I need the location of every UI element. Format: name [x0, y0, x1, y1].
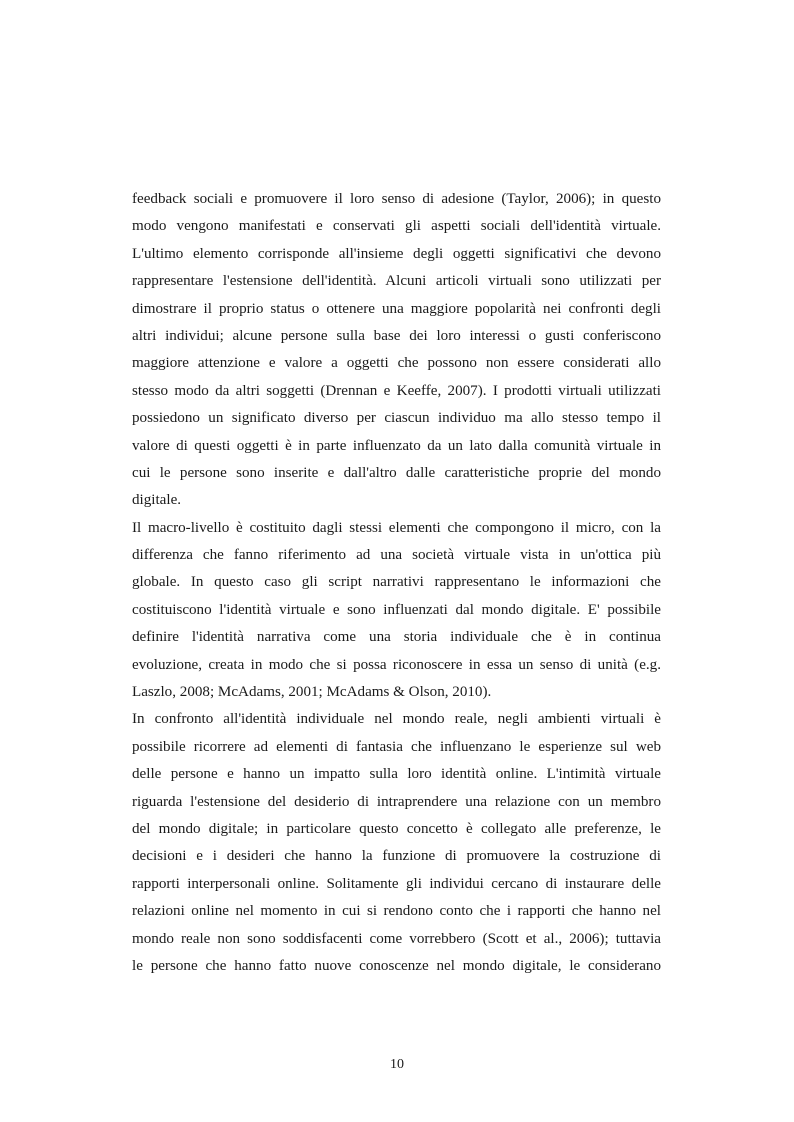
text-line: possibile ricorrere ad elementi di fantasia che influenzano le esperienze sul web — [132, 738, 661, 755]
text-line: relazioni online nel momento in cui si rendono conto che i rapporti che hanno nel — [132, 903, 661, 920]
text-line: globale. In questo caso gli script narrativi rappresentano le informazioni che — [132, 574, 661, 591]
text-line: le persone che hanno fatto nuove conoscenze nel mondo digitale, le considerano — [132, 957, 661, 974]
text-line-paragraph-end: digitale. — [132, 492, 182, 509]
text-line: L'ultimo elemento corrisponde all'insieme degli oggetti significativi che devono — [132, 245, 661, 262]
text-line: rapporti interpersonali online. Solitamente gli individui cercano di instaurare delle — [132, 875, 661, 892]
text-line: In confronto all'identità individuale nel mondo reale, negli ambienti virtuali è — [132, 711, 661, 728]
text-line: del mondo digitale; in particolare questo concetto è collegato alle preferenze, le — [132, 820, 661, 837]
text-line: rappresentare l'estensione dell'identità. Alcuni articoli virtuali sono utilizzati per — [132, 273, 661, 290]
text-line: dimostrare il proprio status o ottenere una maggiore popolarità nei confronti degli — [132, 300, 661, 317]
text-line: mondo reale non sono soddisfacenti come vorrebbero (Scott et al., 2006); tuttavia — [132, 930, 661, 947]
text-line: valore di questi oggetti è in parte influenzato da un lato dalla comunità virtuale in — [132, 437, 661, 454]
text-line: delle persone e hanno un impatto sulla loro identità online. L'intimità virtuale — [132, 766, 661, 783]
text-line: costituiscono l'identità virtuale e sono influenzati dal mondo digitale. E' possibile — [132, 601, 661, 618]
text-line: Il macro-livello è costituito dagli stessi elementi che compongono il micro, con la — [132, 519, 661, 536]
body-text — [132, 186, 661, 980]
text-line: decisioni e i desideri che hanno la funzione di promuovere la costruzione di — [132, 848, 661, 865]
text-line: altri individui; alcune persone sulla base dei loro interessi o gusti conferiscono — [132, 327, 661, 344]
text-line: definire l'identità narrativa come una storia individuale che è in continua — [132, 629, 661, 646]
text-line: possiedono un significato diverso per ciascun individuo ma allo stesso tempo il — [132, 410, 661, 427]
text-line: modo vengono manifestati e conservati gli aspetti sociali dell'identità virtuale. — [132, 218, 661, 235]
text-line: feedback sociali e promuovere il loro senso di adesione (Taylor, 2006); in questo — [132, 191, 661, 207]
text-line: differenza che fanno riferimento ad una società virtuale vista in un'ottica più — [132, 547, 661, 564]
text-line: cui le persone sono inserite e dall'altro dalle caratteristiche proprie del mondo — [132, 464, 661, 481]
text-line: maggiore attenzione e valore a oggetti che possono non essere considerati allo — [132, 355, 661, 372]
page-number: 10 — [390, 1057, 404, 1072]
text-line: evoluzione, creata in modo che si possa riconoscere in essa un senso di unità (e.g. — [132, 656, 661, 673]
text-line: stesso modo da altri soggetti (Drennan e Keeffe, 2007). I prodotti virtuali utilizzati — [132, 382, 661, 399]
text-line: riguarda l'estensione del desiderio di intraprendere una relazione con un membro — [132, 793, 661, 810]
text-line-paragraph-end: Laszlo, 2008; McAdams, 2001; McAdams & Olson, 2010). — [132, 684, 492, 701]
